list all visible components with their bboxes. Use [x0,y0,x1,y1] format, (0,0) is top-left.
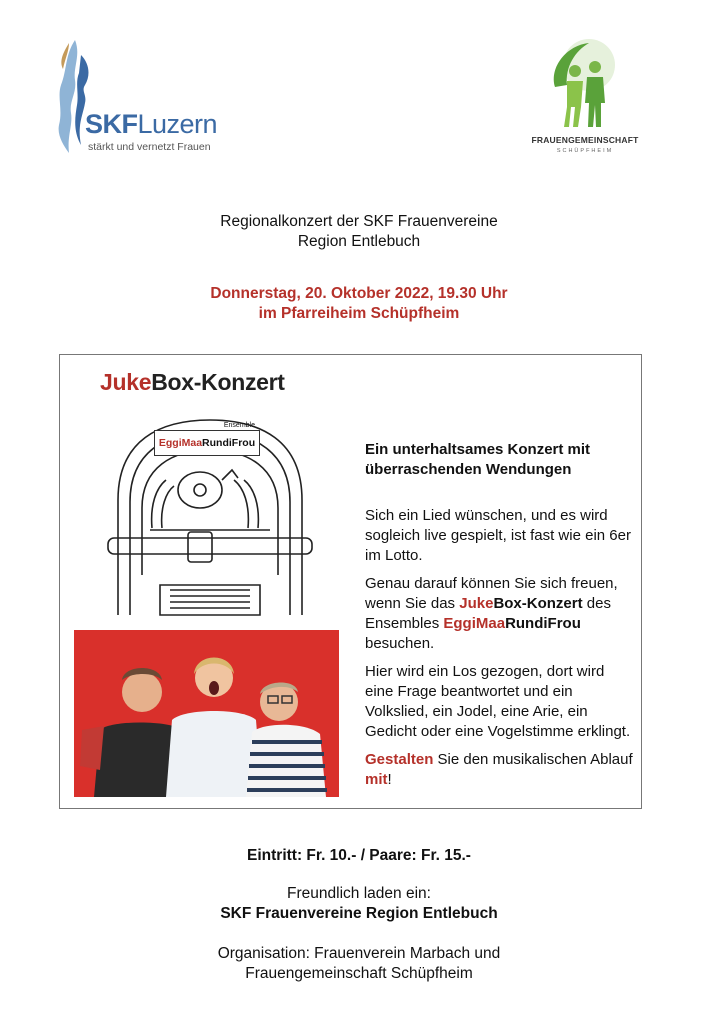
date-line-2: im Pfarreiheim Schüpfheim [258,305,460,322]
p2-eggi: EggiMaa [443,615,506,632]
ensemble-photo [74,630,339,797]
two-people-tree-icon [545,37,625,132]
panel-text [365,440,635,798]
frauengemeinschaft-logo [515,35,655,160]
skf-word-prefix: SKF [85,109,138,139]
panel-heading: Ein unterhaltsames Konzert mit überraschenden Wendungen [365,441,591,478]
p2-text-a: Genau darauf können Sie sich freuen, wenn Sie das [365,575,618,612]
jukebox-illustration [100,410,320,625]
fg-logo-sub: SCHÜPFHEIM [556,148,614,154]
fg-logo-word: FRAUENGEMEINSCHAFT [531,135,639,145]
organisation-line-2: Frauengemeinschaft Schüpfheim [245,965,473,982]
panel-paragraph-3: Hier wird ein Los gezogen, dort wird eine Frage beantwortet und ein Volkslied, ein Jodel, eine Arie, ein Gedicht oder eine Vogelstimme erklingt. [365,663,631,740]
skf-word-suffix: Luzern [137,109,218,139]
p4-mit: mit [365,771,388,788]
ensemble-sign-b: RundiFrou [202,437,256,449]
p2-box: Box-Konzert [493,595,583,612]
jukebox-title [100,369,285,396]
jukebox-title-red: Juke [100,369,152,395]
organisation-line-1: Organisation: Frauenverein Marbach und [217,945,501,962]
entry-price: Eintritt: Fr. 10.- / Paare: Fr. 15.- [247,847,471,864]
p2-juke: Juke [459,595,494,612]
ensemble-sign-a: EggiMaa [158,437,203,449]
jukebox-title-rest: Box-Konzert [151,369,285,395]
p2-text-b: des Ensembles [365,595,611,632]
p2-rundi: RundiFrou [505,615,581,632]
ensemble-sign [154,422,260,456]
p4-mid: Sie den musikalischen Ablauf [433,751,633,768]
intro-line-2: Region Entlebuch [297,233,421,250]
invite-line-1: Freundlich laden ein: [287,885,431,902]
skf-tagline: stärkt und vernetzt Frauen [88,141,211,153]
p2-text-c: besuchen. [365,635,435,652]
panel-paragraph-4 [365,750,635,790]
three-singers-photo [74,630,339,797]
panel-paragraph-1: Sich ein Lied wünschen, und es wird sogleich live gespielt, ist fast wie ein 6er im Lotto. [365,507,631,564]
concert-panel [59,354,642,809]
skf-luzern-logo [55,35,225,160]
p4-end: ! [387,771,392,788]
invite-line-2: SKF Frauenvereine Region Entlebuch [220,905,498,922]
ensemble-small-label: Ensemble [223,422,255,429]
intro-line-1: Regionalkonzert der SKF Frauenvereine [220,213,498,230]
date-line-1: Donnerstag, 20. Oktober 2022, 19.30 Uhr [210,285,508,302]
p4-gestalten: Gestalten [365,751,434,768]
panel-paragraph-2 [365,574,635,654]
